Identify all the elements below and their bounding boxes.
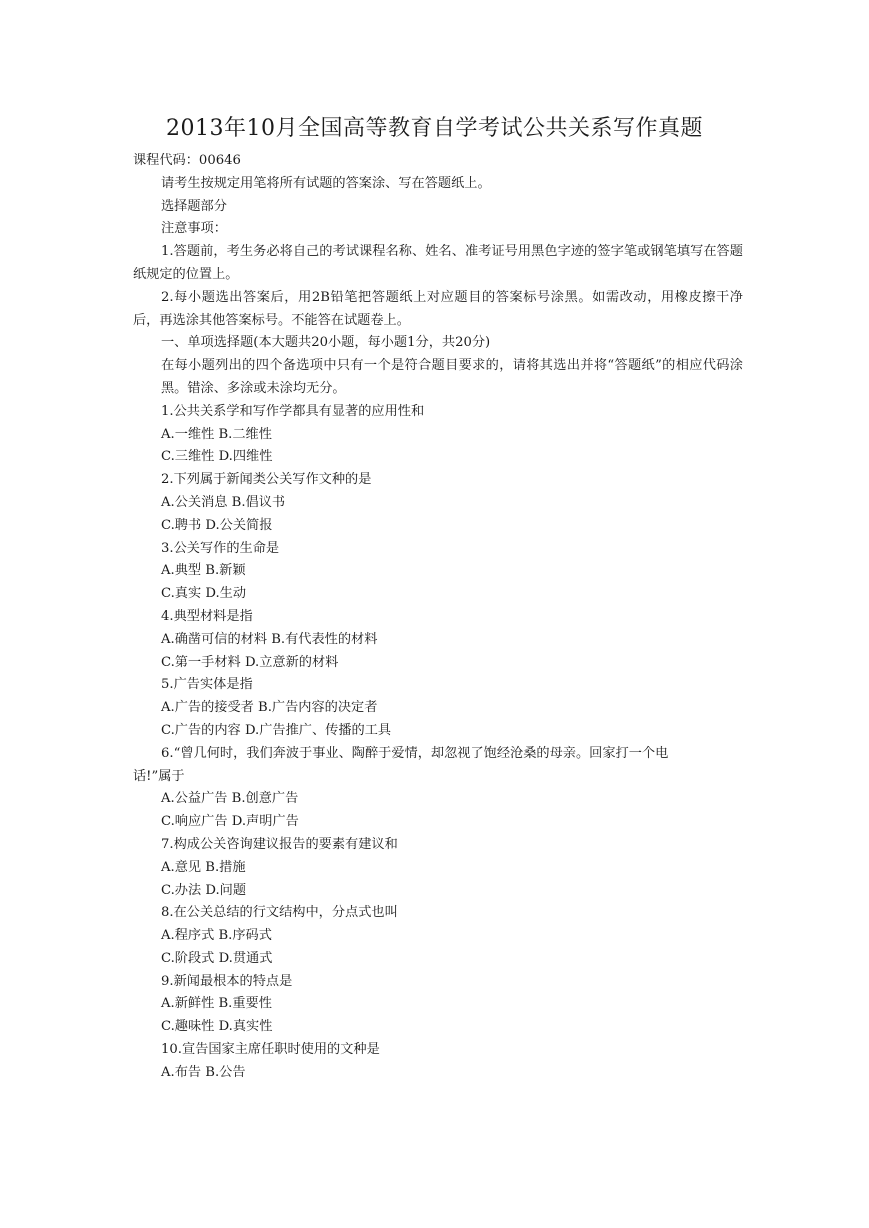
document-body — [133, 150, 743, 1085]
question-options: A.典型 B.新颖 — [161, 563, 246, 579]
question-stem: 6.“曾几何时，我们奔波于事业、陶醉于爱情，却忽视了饱经沧桑的母亲。回家打一个电 — [161, 745, 669, 761]
question-options: A.确凿可信的材料 B.有代表性的材料 — [161, 631, 378, 647]
question-stem: 2.下列属于新闻类公关写作文种的是 — [161, 472, 372, 488]
question-options: A.公关消息 B.倡议书 — [161, 494, 286, 510]
course-code: 课程代码：00646 — [133, 153, 241, 168]
section-heading: 选择题部分 — [161, 198, 227, 214]
note-item: 1.答题前，考生务必将自己的考试课程名称、姓名、准考证号用黑色字迹的签字笔或钢笔填写在答题纸规定的位置上。 — [133, 244, 743, 282]
question-options: A.布告 B.公告 — [161, 1064, 246, 1080]
question-options: C.第一手材料 D.立意新的材料 — [161, 654, 339, 670]
question-options: C.聘书 D.公关简报 — [161, 517, 273, 533]
instruction-text: 请考生按规定用笔将所有试题的答案涂、写在答题纸上。 — [161, 175, 491, 191]
question-options: C.趣味性 D.真实性 — [161, 1019, 273, 1035]
question-options: C.办法 D.问题 — [161, 882, 247, 898]
question-options: C.响应广告 D.声明广告 — [161, 814, 299, 830]
part-description: 在每小题列出的四个备选项中只有一个是符合题目要求的，请将其选出并将“答题纸”的相应代码涂黑。错涂、多涂或未涂均无分。 — [161, 358, 743, 396]
question-options: A.程序式 B.序码式 — [161, 928, 272, 944]
question-options: C.真实 D.生动 — [161, 586, 247, 602]
question-stem: 5.广告实体是指 — [161, 677, 253, 693]
question-options: A.公益广告 B.创意广告 — [161, 791, 299, 807]
question-options: C.阶段式 D.贯通式 — [161, 950, 273, 966]
question-stem: 3.公关写作的生命是 — [161, 540, 280, 556]
note-item: 2.每小题选出答案后，用2B铅笔把答题纸上对应题目的答案标号涂黑。如需改动，用橡皮擦干净后，再选涂其他答案标号。不能答在试题卷上。 — [133, 289, 743, 328]
part-heading: 一、单项选择题(本大题共20小题，每小题1分，共20分) — [161, 335, 491, 351]
question-stem: 8.在公关总结的行文结构中，分点式也叫 — [161, 905, 398, 921]
question-options: A.意见 B.措施 — [161, 859, 246, 875]
question-stem: 10.宣告国家主席任职时使用的文种是 — [161, 1042, 380, 1058]
question-stem: 1.公共关系学和写作学都具有显著的应用性和 — [161, 403, 425, 419]
question-options: C.广告的内容 D.广告推广、传播的工具 — [161, 722, 392, 738]
question-options: A.一维性 B.二维性 — [161, 426, 272, 442]
page-title: 2013年10月全国高等教育自学考试公共关系写作真题 — [166, 116, 703, 141]
notes-heading: 注意事项： — [161, 221, 227, 237]
question-options: A.广告的接受者 B.广告内容的决定者 — [161, 700, 378, 716]
question-stem: 4.典型材料是指 — [161, 608, 253, 624]
question-stem: 9.新闻最根本的特点是 — [161, 973, 293, 989]
question-options: A.新鲜性 B.重要性 — [161, 996, 272, 1012]
question-stem: 7.构成公关咨询建议报告的要素有建议和 — [161, 836, 398, 852]
question-options: C.三维性 D.四维性 — [161, 449, 273, 465]
question-stem-continuation: 话!”属于 — [133, 768, 185, 784]
